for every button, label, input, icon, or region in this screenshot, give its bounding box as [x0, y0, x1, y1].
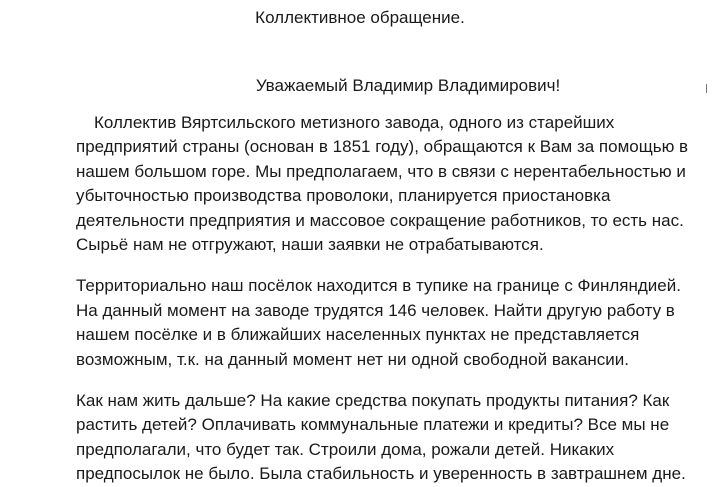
text-line: растить детей? Оплачивать коммунальные платежи и кредиты? Все мы не	[76, 415, 670, 435]
margin-mark	[706, 84, 707, 93]
text-line: На данный момент на заводе трудятся 146 человек. Найти другую работу в	[76, 300, 675, 320]
text-line: нашем посёлке и в ближайших населенных пунктах не представляется	[76, 325, 640, 345]
letter-body	[76, 111, 708, 487]
text-line: предприятий страны (основан в 1851 году), обращаются к Вам за помощью в	[76, 137, 689, 157]
text-line: предпосылок не было. Была стабильность и уверенность в завтрашнем дне.	[76, 464, 686, 484]
text-line: убыточностью производства проволоки, планируется приостановка	[76, 186, 611, 206]
paragraph-1	[76, 111, 708, 257]
text-line: Коллектив Вяртсильского метизного завода, одного из старейших	[94, 113, 615, 132]
text-line: Сырьё нам не отгружают, наши заявки не отрабатываются.	[76, 235, 544, 255]
document-title: Коллективное обращение.	[255, 8, 465, 27]
text-line: возможным, т.к. на данный момент нет ни одной свободной вакансии.	[76, 349, 630, 369]
paragraph-2	[76, 274, 708, 372]
salutation: Уважаемый Владимир Владимирович!	[255, 76, 561, 95]
text-line: деятельности предприятия и массовое сокращение работников, то есть нас.	[76, 210, 684, 230]
text-line: предполагали, что будет так. Строили дома, рожали детей. Никаких	[76, 439, 615, 459]
paragraph-3	[76, 389, 708, 487]
text-line: Как нам жить дальше? На какие средства покупать продукты питания? Как	[76, 391, 670, 411]
text-line: Территориально наш посёлок находится в тупике на границе с Финляндией.	[76, 276, 681, 296]
text-line: нашем большом горе. Мы предполагаем, что в связи с нерентабельностью и	[76, 161, 686, 181]
